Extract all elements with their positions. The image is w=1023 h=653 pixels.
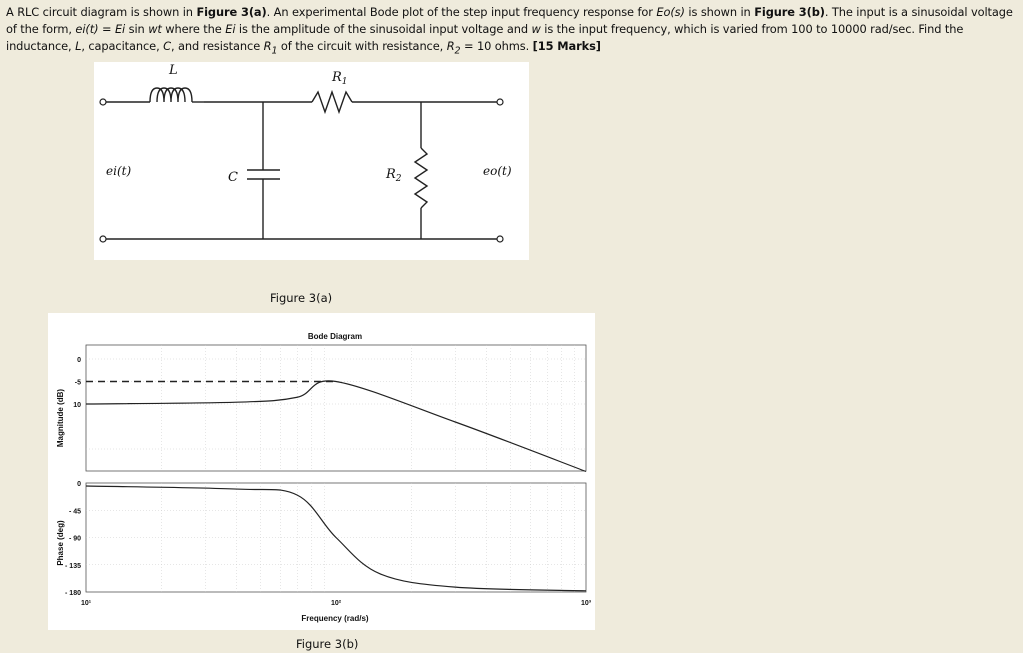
magnitude-tick-label: 10 bbox=[73, 402, 81, 409]
problem-text: where the bbox=[161, 22, 226, 36]
figure-3b-caption: Figure 3(b) bbox=[296, 637, 359, 651]
phase-tick-label: - 135 bbox=[65, 562, 81, 570]
label-r2: $R_2$ bbox=[386, 167, 402, 184]
figure-3b-reference: Figure 3(b) bbox=[754, 5, 825, 19]
bode-plot bbox=[48, 313, 595, 630]
wt-symbol: wt bbox=[148, 22, 162, 36]
x-tick-label: 10² bbox=[330, 600, 342, 607]
resistor-r2-zigzag bbox=[415, 148, 427, 208]
problem-text: . An experimental Bode plot of the step input frequency response for bbox=[266, 5, 657, 19]
phase-tick-label: - 180 bbox=[65, 590, 81, 597]
phase-tick-label: - 45 bbox=[68, 508, 81, 516]
circuit-diagram bbox=[94, 62, 529, 260]
label-inductor: L bbox=[169, 63, 178, 78]
marks-label: [15 Marks] bbox=[532, 39, 601, 53]
frequency-symbol: w bbox=[531, 22, 541, 36]
label-input-voltage: ei(t) bbox=[106, 164, 132, 178]
circuit-svg bbox=[94, 62, 529, 260]
phase-axis-label: Phase (deg) bbox=[56, 520, 65, 566]
phase-curve bbox=[86, 486, 586, 591]
transfer-function: Eo(s) bbox=[656, 5, 685, 19]
resistance-r1-symbol: $R_1$ bbox=[263, 39, 278, 57]
magnitude-tick-label: 0 bbox=[77, 357, 81, 364]
label-r1: $R_1$ bbox=[332, 70, 348, 87]
magnitude-curve bbox=[86, 381, 586, 472]
capacitance-symbol: C bbox=[163, 39, 171, 53]
inductor-coil bbox=[150, 88, 192, 102]
magnitude-frame bbox=[86, 345, 586, 471]
problem-text: sin bbox=[125, 22, 149, 36]
resistance-r2-symbol: $R_2$ bbox=[446, 39, 461, 57]
phase-tick-label: - 90 bbox=[68, 535, 81, 543]
problem-text: is shown in bbox=[684, 5, 755, 19]
problem-text: = 10 ohms. bbox=[460, 39, 533, 53]
phase-tick-label: 0 bbox=[77, 481, 81, 488]
bode-svg bbox=[48, 313, 595, 630]
terminal bbox=[497, 99, 503, 105]
amplitude-symbol: Ei bbox=[225, 22, 236, 36]
x-tick-label: 10¹ bbox=[80, 600, 92, 607]
problem-text: is the amplitude of the sinusoidal input voltage and bbox=[235, 22, 532, 36]
terminal bbox=[497, 236, 503, 242]
problem-text: A RLC circuit diagram is shown in bbox=[6, 5, 197, 19]
figure-3a-caption: Figure 3(a) bbox=[270, 291, 333, 305]
terminal bbox=[100, 236, 106, 242]
inductance-symbol: L bbox=[75, 39, 82, 53]
problem-text: = bbox=[98, 22, 115, 36]
label-output-voltage: eo(t) bbox=[483, 164, 512, 178]
amplitude-symbol: Ei bbox=[114, 22, 126, 36]
problem-statement bbox=[6, 4, 1018, 59]
problem-text: , and resistance bbox=[171, 39, 264, 53]
resistor-r1-zigzag bbox=[312, 92, 352, 112]
label-capacitor: C bbox=[228, 170, 238, 185]
problem-text: is the input frequency, which is varied from 100 to 10000 rad/sec. Find the inductance, bbox=[6, 22, 964, 53]
terminal bbox=[100, 99, 106, 105]
magnitude-axis-label: Magnitude (dB) bbox=[56, 388, 65, 448]
input-voltage-symbol: ei(t) bbox=[75, 22, 99, 36]
x-axis-label: Frequency (rad/s) bbox=[301, 614, 369, 623]
problem-text: . The input is a sinusoidal voltage of the form, bbox=[6, 5, 1013, 36]
figure-3a-reference: Figure 3(a) bbox=[196, 5, 267, 19]
problem-text: , capacitance, bbox=[81, 39, 164, 53]
magnitude-tick-label: -5 bbox=[74, 379, 81, 387]
chart-title: Bode Diagram bbox=[307, 332, 363, 341]
x-tick-label: 10³ bbox=[580, 600, 592, 607]
problem-text: of the circuit with resistance, bbox=[277, 39, 447, 53]
